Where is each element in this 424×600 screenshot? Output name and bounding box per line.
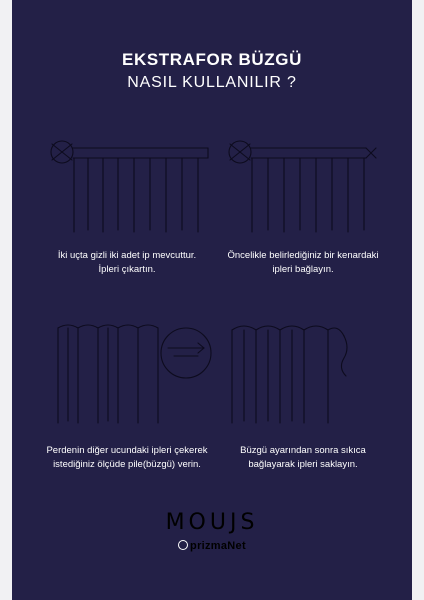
brand-logo: MOUJS <box>165 510 259 535</box>
step-2-caption <box>208 249 398 277</box>
page-subtitle: NASIL KULLANILIR ? <box>127 74 297 91</box>
step-3-caption-line2: istediğiniz ölçüde pile(büzgü) verin. <box>53 459 201 470</box>
page-title: EKSTRAFOR BÜZGÜ <box>122 50 302 69</box>
brand-sub-logo <box>12 540 412 552</box>
step-1-illustration <box>48 132 218 237</box>
step-3-caption <box>32 444 222 472</box>
step-4-caption-line2: bağlayarak ipleri saklayın. <box>248 459 358 470</box>
step-2-caption-line1: Öncelikle belirlediğiniz bir kenardaki <box>227 250 379 261</box>
step-4-illustration <box>226 318 396 428</box>
step-1-caption-line2: İpleri çıkartın. <box>98 264 156 275</box>
prizmanet-logo-icon <box>178 540 188 550</box>
step-2-caption-line2: ipleri bağlayın. <box>272 264 334 275</box>
instruction-card <box>12 0 412 600</box>
step-4-caption <box>208 444 398 472</box>
step-1-caption-line1: İki uçta gizli iki adet ip mevcuttur. <box>57 250 197 261</box>
step-3-illustration <box>48 318 218 428</box>
step-4-caption-line1: Büzgü ayarından sonra sıkıca <box>240 445 366 456</box>
step-1-caption <box>32 249 222 277</box>
brand-sub-text: prizmaNet <box>190 540 246 552</box>
step-2-illustration <box>226 132 396 237</box>
step-3-caption-line1: Perdenin diğer ucundaki ipleri çekerek <box>46 445 208 456</box>
